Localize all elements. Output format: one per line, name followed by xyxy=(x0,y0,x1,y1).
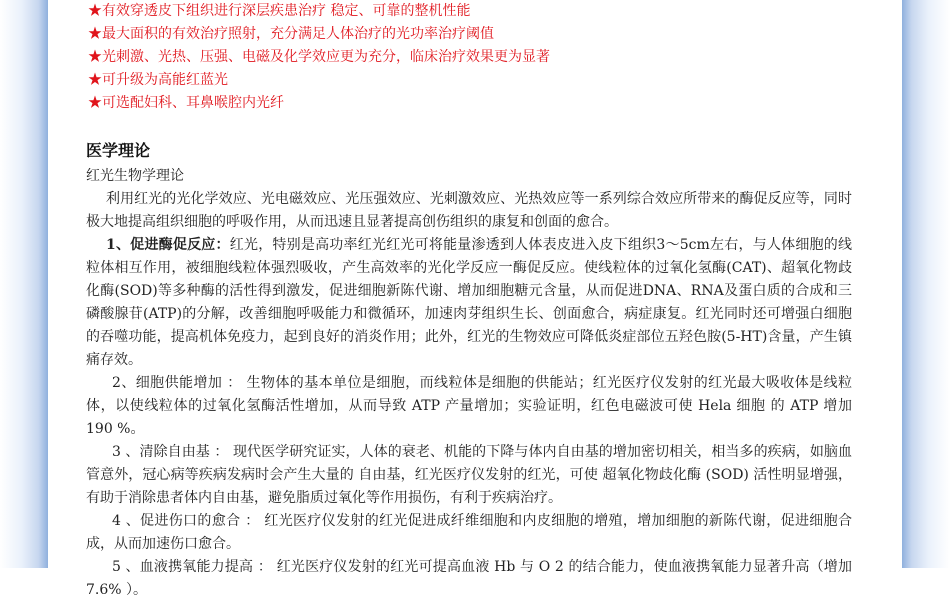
feature-item: ★可升级为高能红蓝光 xyxy=(88,72,228,88)
theory-item-4: 4 、促进伤口的愈合 ： 红光医疗仪发射的红光促进成纤维细胞和内皮细胞的增殖，增加细胞的新陈代谢，促进细胞合成，从而加速伤口愈合。 xyxy=(86,513,852,552)
right-frame-border xyxy=(902,0,950,568)
theory-item-1 xyxy=(86,234,852,372)
star-icon: ★ xyxy=(88,49,102,65)
theory-item-2: 2、细胞供能增加 ： 生物体的基本单位是细胞，而线粒体是细胞的供能站；红光医疗仪发射的红光最大吸收体是线粒体，以使线粒体的过氧化氢酶活性增加，从而导致 ATP 产量增加；实验证明，红色电磁波可使 Hela 细胞 的 ATP 增加 190 %。 xyxy=(86,375,852,437)
feature-list xyxy=(86,0,852,115)
feature-item: ★可选配妇科、耳鼻喉腔内光纤 xyxy=(88,95,284,111)
theory-item-1-text: 红光，特别是高功率红光红光可将能量渗透到人体表皮进入皮下组织3～5cm左右，与人体细胞的线粒体相互作用，被细胞线粒体强烈吸收，产生高效率的光化学反应一酶促反应。使线粒体的过氧化氢酶(CAT)、超氧化物歧化酶(SOD)等多种酶的活性得到激发，促进细胞新陈代谢、增加细胞糖元含量，从而促进DNA、RNA及蛋白质的合成和三磷酸腺苷(ATP)的分解，改善细胞呼吸能力和微循环，加速肉芽组织生长、创面愈合，病症康复。红光同时还可增强白细胞的吞噬功能，提高机体免疫力，起到良好的消炎作用；此外，红光的生物效应可降低炎症部位五羟色胺(5-HT)含量，产生镇痛存效。 xyxy=(86,237,852,368)
article-content xyxy=(86,0,852,602)
star-icon: ★ xyxy=(88,3,102,19)
section-title: 医学理论 xyxy=(86,141,151,160)
section-subtitle: 红光生物学理论 xyxy=(86,168,184,184)
intro-paragraph: 利用红光的光化学效应、光电磁效应、光压强效应、光刺激效应、光热效应等一系列综合效应所带来的酶促反应等，同时极大地提高组织细胞的呼吸作用，从而迅速且显著提高创伤组织的康复和创面的愈合。 xyxy=(86,191,852,230)
left-frame-border xyxy=(0,0,48,568)
star-icon: ★ xyxy=(88,72,102,88)
theory-item-5: 5 、血液携氧能力提高 ： 红光医疗仪发射的红光可提高血液 Hb 与 O 2 的结合能力，使血液携氧能力显著升高（增加 7.6% ）。 xyxy=(86,559,852,598)
theory-item-1-label: 1、促进酶促反应： xyxy=(106,237,230,253)
feature-item: ★光刺激、光热、压强、电磁及化学效应更为充分，临床治疗效果更为显著 xyxy=(88,49,550,65)
star-icon: ★ xyxy=(88,95,102,111)
star-icon: ★ xyxy=(88,26,102,42)
theory-item-3: 3 、清除自由基 ： 现代医学研究证实，人体的衰老、机能的下降与体内自由基的增加密切相关，相当多的疾病，如脑血管意外，冠心病等疾病发病时会产生大量的 自由基，红光医疗仪发射的红光，可使 超氧化物歧化酶 (SOD) 活性明显增强，有助于消除患者体内自由基，避免脂质过氧化等作用损伤，有利于疾病治疗。 xyxy=(86,444,852,506)
feature-item: ★最大面积的有效治疗照射，充分满足人体治疗的光功率治疗阈值 xyxy=(88,26,494,42)
feature-item: ★有效穿透皮下组织进行深层疾患治疗 稳定、可靠的整机性能 xyxy=(88,3,471,19)
